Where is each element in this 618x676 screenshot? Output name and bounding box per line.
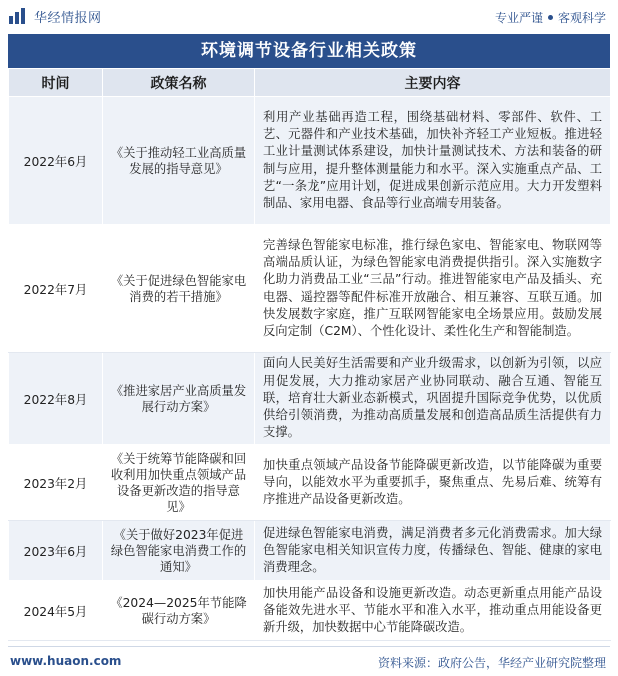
row-policy-name: 《推进家居产业高质量发展行动方案》 — [103, 353, 255, 445]
table-header-row — [9, 69, 611, 97]
table-row — [9, 521, 611, 581]
slogan-right: 客观科学 — [557, 11, 606, 25]
page-title: 环境调节设备行业相关政策 — [8, 34, 610, 68]
row-time: 2023年6月 — [9, 521, 103, 581]
slogan — [495, 9, 606, 26]
table-row — [9, 445, 611, 521]
row-policy-name: 《关于促进绿色智能家电消费的若干措施》 — [103, 225, 255, 353]
row-content: 完善绿色智能家电标准，推行绿色家电、智能家电、物联网等高端品质认证，为绿色智能家电消费提供指引。深入实施数字化助力消费品工业“三品”行动。推进智能家电产品及插头、充电器、遥控器等配件标准开放融合、相互兼容、互联互通。加快发展数字家庭，推广互联网智能家电全场景应用。鼓励发展反向定制（C2M）、个性化设计、柔性化生产和智能制造。 — [255, 225, 611, 353]
footer — [0, 646, 618, 676]
column-header-policy-name: 政策名称 — [103, 69, 255, 97]
top-header — [0, 0, 618, 30]
footer-divider — [8, 646, 610, 647]
row-content: 面向人民美好生活需要和产业升级需求，以创新为引领，以应用促发展，大力推动家居产业协同联动、融合互通、智能互联，培育壮大新业态新模式，巩固提升国际竞争优势，以优质供给引领消费，为推动高质量发展和创造高品质生活提供有力支撑。 — [255, 353, 611, 445]
column-header-time: 时间 — [9, 69, 103, 97]
row-content: 促进绿色智能家电消费，满足消费者多元化消费需求。加大绿色智能家电相关知识宣传力度，传播绿色、智能、健康的家电消费理念。 — [255, 521, 611, 581]
row-time: 2024年5月 — [9, 581, 103, 641]
row-content: 加快用能产品设备和设施更新改造。动态更新重点用能产品设备能效先进水平、节能水平和准入水平，推动重点用能设备更新升级，加快数据中心节能降碳改造。 — [255, 581, 611, 641]
slogan-left: 专业严谨 — [494, 11, 543, 25]
brand-logo-icon — [8, 7, 28, 25]
row-policy-name: 《关于统筹节能降碳和回收利用加快重点领域产品设备更新改造的指导意见》 — [103, 445, 255, 521]
table-row — [9, 97, 611, 225]
table-row — [9, 581, 611, 641]
row-content: 利用产业基础再造工程，围绕基础材料、零部件、软件、工艺、元器件和产业技术基础，加快补齐轻工产业短板。推进轻工业计量测试体系建设，加快计量测试技术、方法和装备的研制与应用，提升整体测量能力和水平。深入实施重点产品、工艺“一条龙”应用计划，促进成果创新示范应用。大力开发塑料制品、家用电器、食品等行业高端专用装备。 — [255, 97, 611, 225]
footer-source: 资料来源：政府公告，华经产业研究院整理 — [377, 656, 606, 670]
table-row — [9, 353, 611, 445]
row-time: 2022年6月 — [9, 97, 103, 225]
row-policy-name: 《关于推动轻工业高质量发展的指导意见》 — [103, 97, 255, 225]
row-policy-name: 《2024—2025年节能降碳行动方案》 — [103, 581, 255, 641]
table-row — [9, 225, 611, 353]
slogan-dot-icon — [548, 15, 553, 20]
row-policy-name: 《关于做好2023年促进绿色智能家电消费工作的通知》 — [103, 521, 255, 581]
row-time: 2022年8月 — [9, 353, 103, 445]
policy-table — [8, 68, 611, 641]
brand-name: 华经情报网 — [34, 10, 102, 26]
brand — [8, 6, 102, 26]
column-header-content: 主要内容 — [255, 69, 611, 97]
row-time: 2022年7月 — [9, 225, 103, 353]
footer-url: www.huaon.com — [10, 654, 122, 668]
row-content: 加快重点领域产品设备节能降碳更新改造，以节能降碳为重要导向，以能效水平为重要抓手，聚焦重点、先易后难、统筹有序推进产品设备更新改造。 — [255, 445, 611, 521]
row-time: 2023年2月 — [9, 445, 103, 521]
